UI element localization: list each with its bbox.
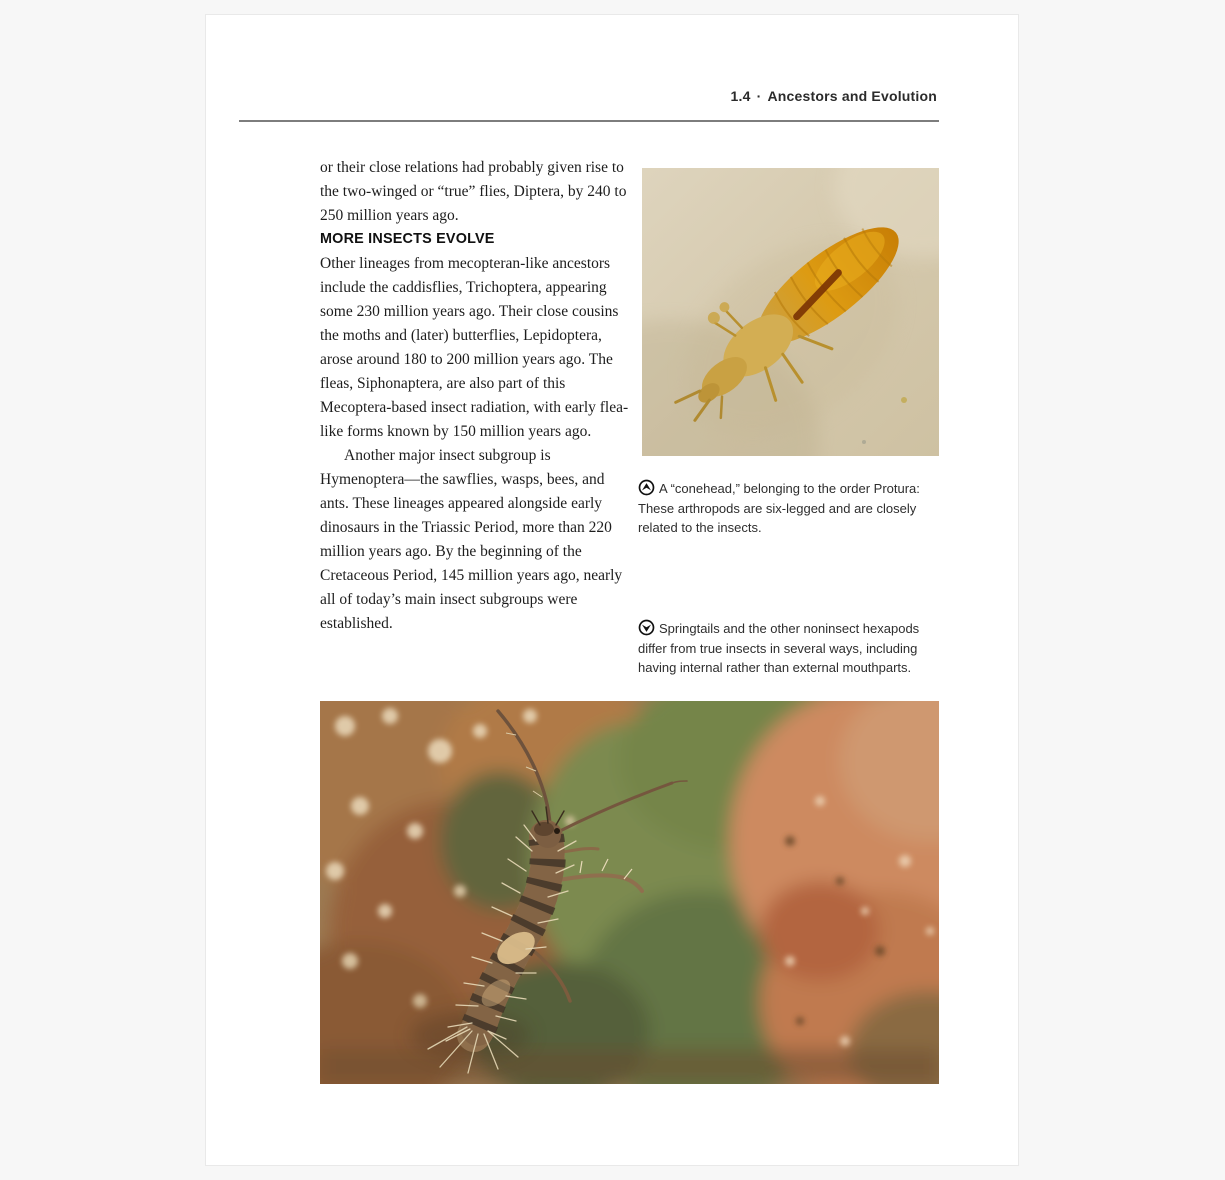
book-page	[205, 14, 1019, 1166]
header-rule	[239, 120, 939, 122]
up-arrow-icon	[638, 479, 655, 496]
springtail-illustration	[320, 701, 939, 1084]
down-arrow-icon	[638, 619, 655, 636]
protura-illustration	[642, 168, 939, 456]
separator-dot: ·	[756, 88, 762, 104]
caption-text: A “conehead,” belonging to the order Protura: These arthropods are six-legged and are closely related to the insects.	[638, 481, 920, 535]
section-title: Ancestors and Evolution	[767, 88, 937, 104]
section-heading: MORE INSECTS EVOLVE	[320, 230, 495, 247]
section-number: 1.4	[730, 88, 751, 104]
figure-protura-photo	[642, 168, 939, 456]
figure-springtail-photo	[320, 701, 939, 1084]
paragraph: Other lineages from mecopteran-like ancestors include the caddisflies, Trichoptera, appearing some 230 million years ago. Their close cousins the moths and (later) butterflies, Lepidoptera, arose around 180 to 200 million years ago. The fleas, Siphonaptera, are also part of this Mecoptera-based insect radiation, with early flea-like forms known by 150 million years ago.	[320, 255, 629, 440]
caption-protura	[638, 479, 934, 538]
caption-text: Springtails and the other noninsect hexapods differ from true insects in several ways, including having internal rather than external mouthparts.	[638, 621, 920, 675]
running-head	[731, 88, 937, 104]
paragraph: Another major insect subgroup is Hymenoptera—the sawflies, wasps, bees, and ants. These lineages appeared alongside early dinosaurs in the Triassic Period, more than 220 million years ago. By the beginning of the Cretaceous Period, 145 million years ago, nearly all of today’s main insect subgroups were established.	[320, 447, 623, 632]
body-text-column	[320, 156, 630, 636]
caption-springtail	[638, 619, 934, 678]
continuation-paragraph: or their close relations had probably given rise to the two-winged or “true” flies, Diptera, by 240 to 250 million years ago.	[320, 159, 627, 224]
